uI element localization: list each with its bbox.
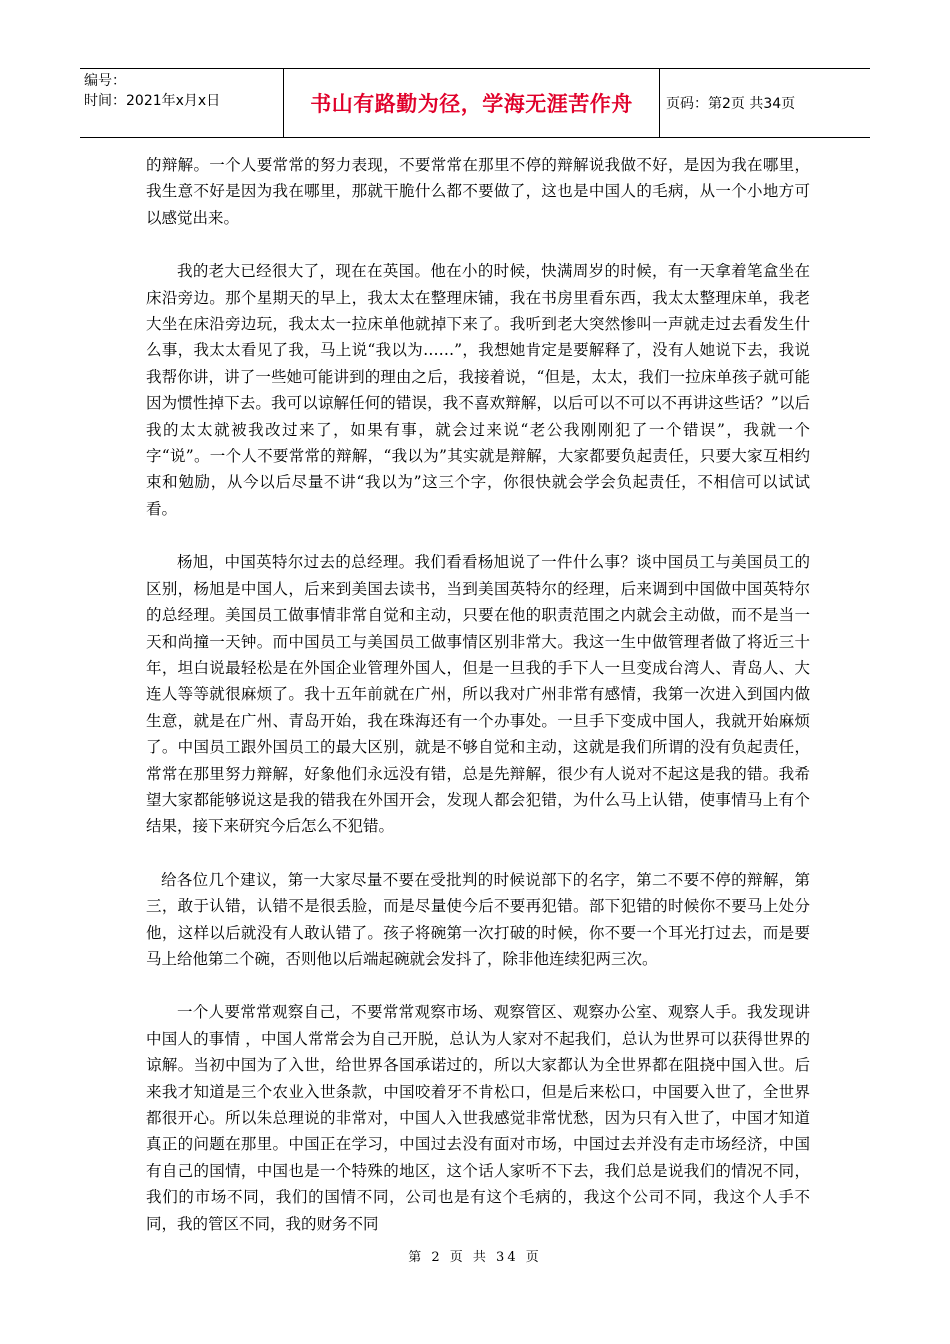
header-meta-cell: [80, 69, 284, 137]
document-body: [146, 152, 810, 1264]
paragraph-5: 一个人要常常观察自己，不要常常观察市场、观察管区、观察办公室、观察人手。我发现讲中国人的事情 ，中国人常常会为自己开脱，总认为人家对不起我们，总认为世界可以获得世界的谅解。当初中国为了入世，给世界各国承诺过的，所以大家都认为全世界都在阻挠中国入世。后来我才知道是三个农业入世条款，中国咬着牙不肯松口，但是后来松口，中国要入世了，全世界都很开心。所以朱总理说的非常对，中国人入世我感觉非常忧愁，因为只有入世了，中国才知道真正的问题在那里。中国正在学习，中国过去没有面对市场，中国过去并没有走市场经济，中国有自己的国情，中国也是一个特殊的地区，这个话人家听不下去，我们总是说我们的情况不同，我们的市场不同，我们的国情不同，公司也是有这个毛病的，我这个公司不同，我这个人手不同，我的管区不同，我的财务不同: [146, 1003, 810, 1233]
page-footer: 第 2 页 共 34 页: [408, 1250, 542, 1265]
paragraph-1: 的辩解。一个人要常常的努力表现，不要常常在那里不停的辩解说我做不好，是因为我在哪里，我生意不好是因为我在哪里，那就干脆什么都不要做了，这也是中国人的毛病，从一个小地方可以感觉出来。: [146, 156, 810, 227]
header-page-cell: [660, 69, 870, 137]
header-table: [80, 68, 870, 138]
document-number-label: 编号：: [84, 73, 126, 89]
paragraph-4: 给各位几个建议，第一大家尽量不要在受批判的时候说部下的名字，第二不要不停的辩解，第三，敢于认错，认错不是很丢脸，而是尽量使今后不要再犯错。部下犯错的时候你不要马上处分他，这样以后就没有人敢认错了。孩子将碗第一次打破的时候，你不要一个耳光打过去，而是要马上给他第二个碗，否则他以后端起碗就会发抖了，除非他连续犯两三次。: [146, 870, 810, 968]
page-count-label: 页码：第2页 共34页: [666, 96, 796, 112]
motto-text: 书山有路勤为径，学海无涯苦作舟: [310, 92, 633, 116]
paragraph-2: 我的老大已经很大了，现在在英国。他在小的时候，快满周岁的时候，有一天拿着笔盒坐在床沿旁边。那个星期天的早上，我太太在整理床铺，我在书房里看东西，我太太整理床单，我老大坐在床沿旁边玩，我太太一拉床单他就掉下来了。我听到老大突然惨叫一声就走过去看发生什么事，我太太看见了我，马上说“我以为……”，我想她肯定是要解释了，没有人她说下去，我说我帮你讲，讲了一些她可能讲到的理由之后，我接着说，“但是，太太，我们一拉床单孩子就可能因为惯性掉下去。我可以谅解任何的错误，我不喜欢辩解，以后可以不可以不再讲这些话？”以后我的太太就被我改过来了，如果有事，就会过来说“老公我刚刚犯了一个错误”，我就一个字“说”。一个人不要常常的辩解，“我以为”其实就是辩解，大家都要负起责任，只要大家互相约束和勉励，从今以后尽量不讲“我以为”这三个字，你很快就会学会负起责任，不相信可以试试看。: [146, 262, 810, 518]
header-motto-cell: [284, 69, 660, 137]
document-time-label: 时间：2021年x月x日: [84, 93, 221, 109]
paragraph-3: 杨旭，中国英特尔过去的总经理。我们看看杨旭说了一件什么事？谈中国员工与美国员工的区别，杨旭是中国人，后来到美国去读书，当到美国英特尔的经理，后来调到中国做中国英特尔的总经理。美国员工做事情非常自觉和主动，只要在他的职责范围之内就会主动做，而不是当一天和尚撞一天钟。而中国员工与美国员工做事情区别非常大。我这一生中做管理者做了将近三十年，坦白说最轻松是在外国企业管理外国人，但是一旦我的手下人一旦变成台湾人、青岛人、大连人等等就很麻烦了。我十五年前就在广州，所以我对广州非常有感情，我第一次进入到国内做生意，就是在广州、青岛开始，我在珠海还有一个办事处。一旦手下变成中国人，我就开始麻烦了。中国员工跟外国员工的最大区别，就是不够自觉和主动，这就是我们所谓的没有负起责任，常常在那里努力辩解，好象他们永远没有错，总是先辩解，很少有人说对不起这是我的错。我希望大家都能够说这是我的错我在外国开会，发现人都会犯错，为什么马上认错，使事情马上有个结果，接下来研究今后怎么不犯错。: [146, 553, 810, 836]
